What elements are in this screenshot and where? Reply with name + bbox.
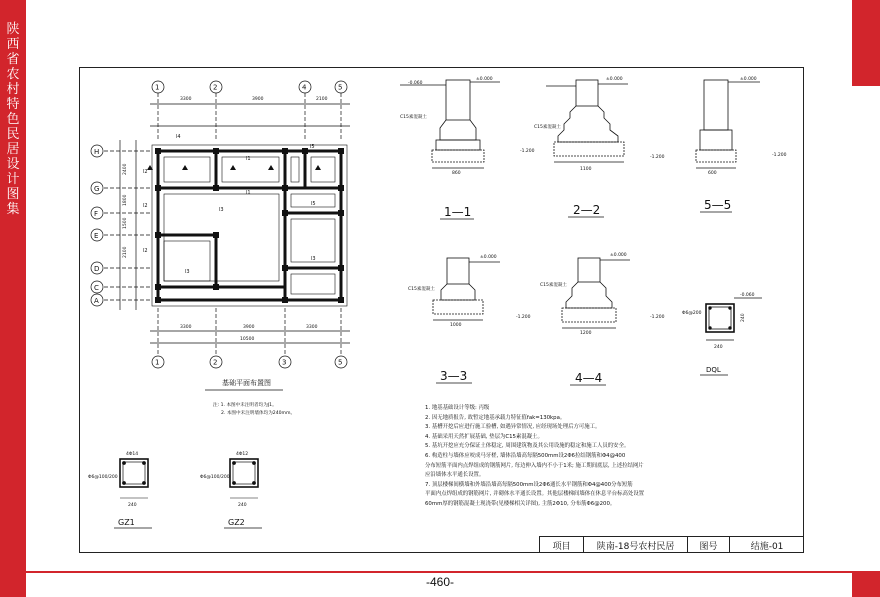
- left-dim: 2400: [123, 163, 128, 175]
- gz1-label: GZ1: [118, 518, 135, 527]
- column-gz1: [120, 459, 148, 498]
- section-3-3: [433, 258, 500, 320]
- beam-label: l2: [143, 169, 148, 175]
- section-1-1: [400, 80, 500, 168]
- left-axis-bubbles: [91, 140, 150, 310]
- concrete-label: C15素混凝土: [534, 125, 561, 130]
- beam-label: l3: [311, 256, 316, 262]
- beam-label: l2: [143, 203, 148, 209]
- plan-notes: [213, 402, 295, 418]
- sidebar-title-char: 特: [6, 97, 20, 112]
- width-dim: 860: [452, 171, 461, 176]
- gz2-width: 240: [238, 503, 247, 508]
- bottom-axis-label: 1: [155, 358, 160, 367]
- elevation-label: ±0.000: [610, 253, 627, 258]
- section-label: 4—4: [575, 371, 603, 385]
- left-dim: 1500: [123, 217, 128, 229]
- sidebar-title-char: 计: [6, 172, 20, 187]
- left-axis-label: G: [94, 185, 100, 193]
- sidebar-title-char: 民: [6, 127, 20, 142]
- bottom-axis-label: 3: [282, 358, 287, 367]
- sidebar-title-char: 省: [6, 52, 20, 67]
- section-label: 1—1: [444, 205, 472, 219]
- elevation-label: -1.200: [520, 149, 535, 154]
- plan-note: 2. 本图中未注明墙体均为240mm。: [221, 411, 296, 416]
- gz2-rebar: 4Φ12: [236, 452, 249, 457]
- top-axis-label: 1: [155, 83, 160, 92]
- note-line: 分布短筋平面内点焊组成的钢筋网片, 每边伸入墙内不小于1米; 施工期间底层, 上述拉结网片: [425, 462, 644, 469]
- sidebar-title-char: 色: [6, 112, 20, 127]
- project-name: 陕南-18号农村民居: [583, 537, 686, 553]
- bottom-dim: 3300: [180, 325, 192, 330]
- width-dim: 1100: [580, 167, 592, 172]
- project-label: 项目: [539, 537, 583, 553]
- section-text: [400, 76, 787, 385]
- left-axis-label: F: [94, 210, 99, 218]
- page-number: -460-: [425, 575, 454, 589]
- beam-label: l2: [143, 248, 148, 254]
- top-axis-label: 4: [302, 83, 307, 92]
- gz1-stirrup: Φ6@100/200: [88, 475, 118, 480]
- note-line: 7. 顶层楼梯间横墙和外墙沿墙高每隔500mm设2Φ6通长水平钢筋和Φ4@400分布短筋: [425, 481, 633, 488]
- sidebar-title-char: 居: [6, 142, 20, 157]
- top-dim: 2100: [316, 97, 328, 102]
- note-line: 3. 基槽开挖后应进行施工验槽, 如遇异常情况, 应经现场处理后方可施工。: [425, 424, 601, 431]
- sidebar-title-char: 集: [6, 202, 20, 217]
- left-axis-label: H: [94, 148, 100, 156]
- dql-height: 240: [741, 313, 746, 322]
- top-axis-label: 2: [213, 83, 218, 92]
- column-text: [88, 451, 262, 528]
- left-dim: 2100: [123, 246, 128, 258]
- bottom-total-dim: 10500: [240, 337, 255, 342]
- left-axis-label: A: [94, 297, 99, 305]
- concrete-label: C15素混凝土: [400, 115, 427, 120]
- left-axis-label: E: [94, 232, 99, 240]
- note-line: 应沿墙体水平通长设置。: [425, 472, 485, 479]
- bottom-axis-label: 5: [338, 358, 343, 367]
- width-dim: 1000: [450, 323, 462, 328]
- section-label: 5—5: [704, 198, 732, 212]
- left-axis-label: D: [94, 265, 100, 273]
- beam-label: l1: [246, 156, 251, 162]
- section-label: 3—3: [440, 369, 468, 383]
- section-4-4: [562, 258, 630, 328]
- sidebar-title-char: 西: [6, 37, 20, 52]
- plan-columns: [147, 148, 344, 303]
- bottom-axis-label: 2: [213, 358, 218, 367]
- plan-title: 基础平面布置图: [222, 379, 271, 387]
- dql-elevation: -0.060: [740, 293, 755, 298]
- width-dim: 600: [708, 171, 717, 176]
- elevation-label: ±0.000: [740, 77, 757, 82]
- plan-walls: [158, 151, 341, 300]
- section-label: 2—2: [573, 203, 601, 217]
- sidebar-title-char: 设: [6, 157, 20, 172]
- beam-label: l5: [310, 144, 315, 150]
- note-line: 平面内点焊组成的钢筋网片, 并砌体水平通长设置。其他层楼梯间墙体在休息平台标高处设置: [425, 491, 645, 498]
- bottom-dim: 3900: [243, 325, 255, 330]
- plan-note: 注: 1. 本图中未注明者均为J1。: [213, 403, 277, 408]
- section-2-2: [546, 80, 628, 162]
- note-line: 5. 基坑开挖应充分保证土体稳定, 周围建筑物及其公用设施的稳定和施工人员的安全。: [425, 443, 630, 450]
- drawing-number: 结施-01: [729, 537, 804, 553]
- drawing-label: 图号: [687, 537, 729, 553]
- width-dim: 1200: [580, 331, 592, 336]
- general-notes: [425, 404, 670, 510]
- title-block: [539, 536, 804, 553]
- beam-label: l4: [176, 134, 181, 140]
- sidebar-title-char: 村: [6, 82, 20, 97]
- note-line: 6. 构造柱与墙体应咬成马牙槎, 墙体沿墙高每隔500mm设2Φ6拉结钢筋和Φ4@400: [425, 452, 626, 459]
- beam-label: l5: [311, 201, 316, 207]
- concrete-label: C15素混凝土: [408, 287, 435, 292]
- gz1-rebar: 4Φ14: [126, 452, 139, 457]
- sidebar-title-char: 农: [6, 67, 20, 82]
- top-axis-label: 5: [338, 83, 343, 92]
- gz1-width: 240: [128, 503, 137, 508]
- top-dim: 3300: [180, 97, 192, 102]
- elevation-label: -1.200: [650, 155, 665, 160]
- sidebar-title-char: 陕: [6, 22, 20, 37]
- elevation-label: -0.060: [408, 81, 423, 86]
- left-axis-label: C: [94, 284, 99, 292]
- elevation-label: -1.200: [772, 153, 787, 158]
- beam-label: l1: [246, 190, 251, 196]
- section-5-5: [696, 80, 760, 168]
- dql-width: 240: [714, 345, 723, 350]
- top-axis-bubbles: [150, 81, 350, 140]
- sidebar-title-char: 图: [6, 187, 20, 202]
- gz2-stirrup: Φ6@100/200: [200, 475, 230, 480]
- note-line: 4. 基础采用天然扩展基础, 垫层为C15素混凝土。: [425, 433, 543, 440]
- elevation-label: ±0.000: [480, 255, 497, 260]
- note-line: 60mm厚的钢筋混凝土现浇带(见楼梯相关详图), 主筋2Φ10, 分布筋Φ6@200。: [425, 500, 616, 507]
- note-line: 1. 地基基础设计等级: 丙级: [425, 405, 490, 411]
- bottom-dim: 3300: [306, 325, 318, 330]
- dql-label: DQL: [706, 366, 721, 374]
- elevation-label: -1.200: [516, 315, 531, 320]
- top-dim: 3900: [252, 97, 264, 102]
- left-dim: 1800: [123, 194, 128, 206]
- column-gz2: [230, 459, 258, 498]
- elevation-label: -1.200: [650, 315, 665, 320]
- beam-label: l3: [219, 207, 224, 213]
- elevation-label: ±0.000: [476, 77, 493, 82]
- dql-detail: [706, 298, 762, 340]
- gz2-label: GZ2: [228, 518, 245, 527]
- dql-rebar: Φ6@200: [682, 311, 702, 316]
- elevation-label: ±0.000: [606, 77, 623, 82]
- beam-label: l3: [185, 269, 190, 275]
- concrete-label: C15素混凝土: [540, 283, 567, 288]
- note-line: 2. 因无地质报告, 故暂定地基承载力特征值fak=130kpa。: [425, 414, 566, 421]
